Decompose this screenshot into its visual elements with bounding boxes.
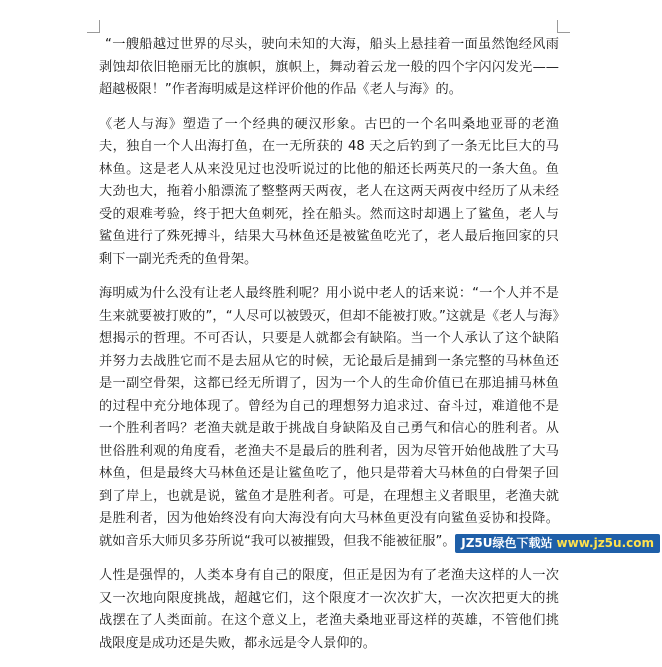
- paragraph-1: “一艘船越过世界的尽头，驶向未知的大海，船头上悬挂着一面虽然饱经风雨剥蚀却依旧艳丽无比的旗帜，旗帜上，舞动着云龙一般的四个字闪闪发光——超越极限！”作者海明威是这样评价他的作品《老人与海》的。: [99, 37, 559, 97]
- watermark-url: www.jz5u.com: [556, 536, 654, 550]
- paragraph-4: 人性是强悍的，人类本身有自己的限度，但正是因为有了老渔夫这样的人一次又一次地向限度挑战，超越它们，这个限度才一次次扩大，一次次把更大的挑战摆在了人类面前。在这个意义上，老渔夫桑地亚哥这样的英雄，不管他们挑战限度是成功还是失败，都永远是令人景仰的。: [99, 568, 559, 651]
- crop-mark-top-right: [557, 20, 570, 33]
- paragraph-2: 《老人与海》塑造了一个经典的硬汉形象。古巴的一个名叫桑地亚哥的老渔夫，独自一个人出海打鱼，在一无所获的 48 天之后钓到了一条无比巨大的马林鱼。这是老人从来没见过也没听说过的比他的船还长两英尺的一条大鱼。鱼大劲也大，拖着小船漂流了整整两天两夜，老人在这两天两夜中经历了从未经受的艰难考验，终于把大鱼刺死，拴在船头。然而这时却遇上了鲨鱼，老人与鲨鱼进行了殊死搏斗，结果大马林鱼还是被鲨鱼吃光了，老人最后拖回家的只剩下一副光秃秃的鱼骨架。: [99, 116, 559, 267]
- site-watermark: [455, 534, 660, 553]
- document-body: [99, 34, 559, 667]
- paragraph-3: 海明威为什么没有让老人最终胜利呢？用小说中老人的话来说：“一个人并不是生来就要被打败的”，“人尽可以被毁灭，但却不能被打败。”这就是《老人与海》想揭示的哲理。不可否认，只要是人就都会有缺陷。当一个人承认了这个缺陷并努力去战胜它而不是去屈从它的时候，无论最后是捕到一条完整的马林鱼还是一副空骨架，这都已经无所谓了，因为一个人的生命价值已在那追捕马林鱼的过程中充分地体现了。曾经为自己的理想努力追求过、奋斗过，难道他不是一个胜利者吗？老渔夫就是敢于挑战自身缺陷及自己勇气和信心的胜利者。从世俗胜利观的角度看，老渔夫不是最后的胜利者，因为尽管开始他战胜了大马林鱼，但是最终大马林鱼还是让鲨鱼吃了，他只是带着大马林鱼的白骨架子回到了岸上，也就是说，鲨鱼才是胜利者。可是，在理想主义者眼里，老渔夫就是胜利者，因为他始终没有向大海没有向大马林鱼更没有向鲨鱼妥协和投降。就如音乐大师贝多芬所说“我可以被摧毁，但我不能被征服”。: [99, 286, 559, 549]
- watermark-brand: JZ5U绿色下载站: [461, 536, 553, 550]
- crop-mark-top-left: [87, 20, 100, 33]
